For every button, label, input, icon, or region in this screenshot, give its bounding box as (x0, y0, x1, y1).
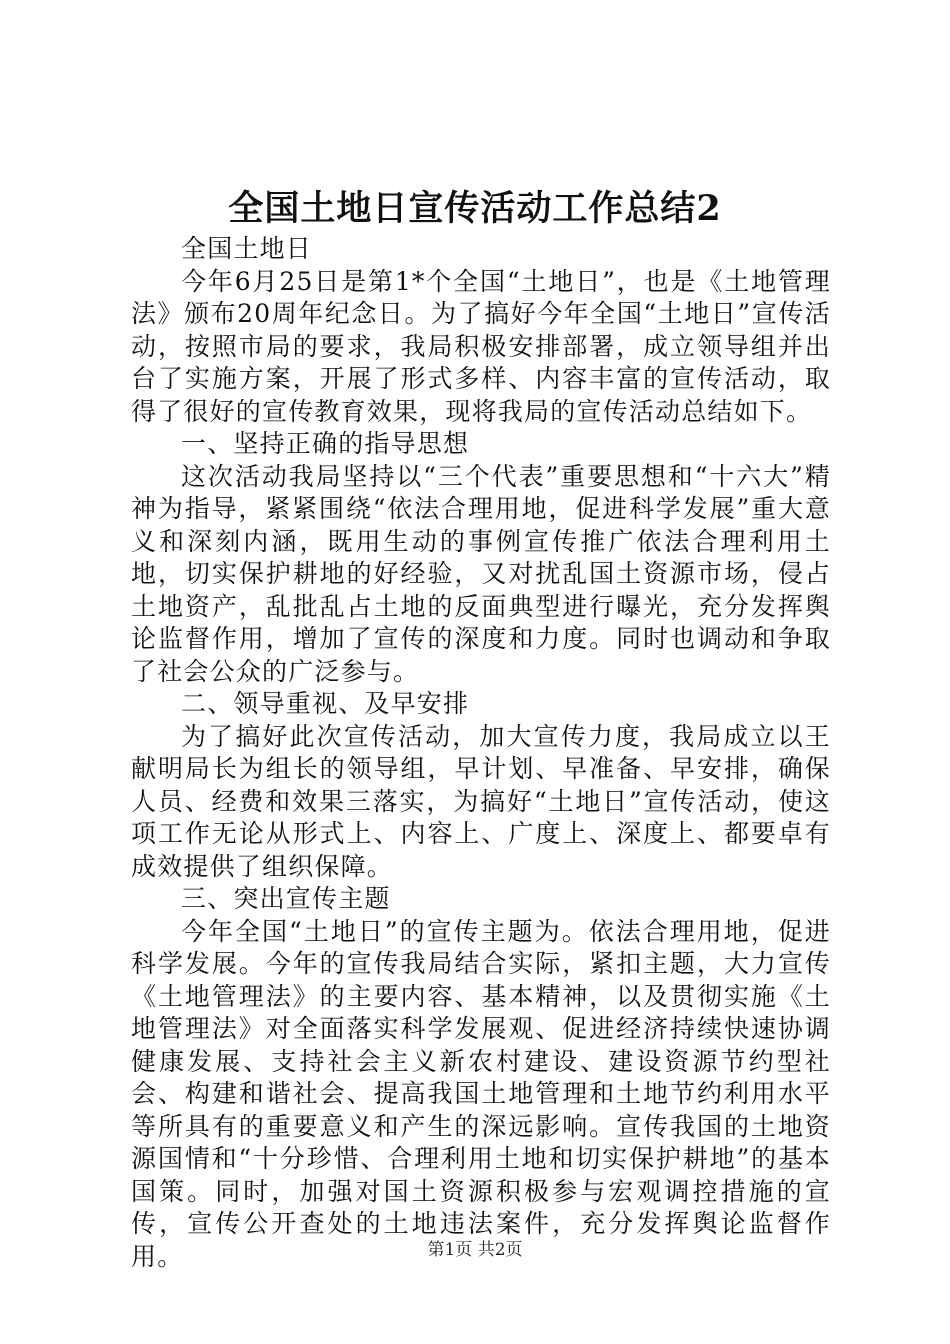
section-heading-3: 三、突出宣传主题 (181, 884, 391, 913)
section-heading-1: 一、坚持正确的指导思想 (181, 429, 470, 458)
intro-paragraph: 今年6月25日是第1*个全国“土地日”，也是《土地管理法》颁布20周年纪念日。为了搞好今年全国“土地日”宣传活动，按照市局的要求，我局积极安排部署，成立领导组并出台了实施方案，开展了形式多样、内容丰富的宣传活动，取得了很好的宣传教育效果，现将我局的宣传活动总结如下。 (131, 266, 831, 426)
section-3-paragraph: 今年全国“土地日”的宣传主题为。依法合理用地，促进科学发展。今年的宣传我局结合实际，紧扣主题，大力宣传《土地管理法》的主要内容、基本精神，以及贯彻实施《土地管理法》对全面落实科学发展观、促进经济持续快速协调健康发展、支持社会主义新农村建设、建设资源节约型社会、构建和谐社会、提高我国土地管理和土地节约利用水平等所具有的重要意义和产生的深远影响。宣传我国的土地资源国情和“十分珍惜、合理利用土地和切实保护耕地”的基本国策。同时，加强对国土资源积极参与宏观调控措施的宣传，宣传公开查处的土地违法案件，充分发挥舆论监督作用。 (131, 916, 831, 1271)
section-1-paragraph: 这次活动我局坚持以“三个代表”重要思想和“十六大”精神为指导，紧紧围绕“依法合理用地，促进科学发展”重大意义和深刻内涵，既用生动的事例宣传推广依法合理利用土地，切实保护耕地的好经验，又对扰乱国土资源市场，侵占土地资产，乱批乱占土地的反面典型进行曝光，充分发挥舆论监督作用，增加了宣传的深度和力度。同时也调动和争取了社会公众的广泛参与。 (131, 461, 831, 686)
section-label: 全国土地日 (181, 234, 313, 263)
document-title: 全国土地日宣传活动工作总结2 (228, 188, 722, 229)
section-2-paragraph: 为了搞好此次宣传活动，加大宣传力度，我局成立以王献明局长为组长的领导组，早计划、早准备、早安排，确保人员、经费和效果三落实，为搞好“土地日”宣传活动，使这项工作无论从形式上、内容上、广度上、深度上、都要卓有成效提供了组织保障。 (131, 721, 831, 881)
page-footer: 第1页 共2页 (427, 1240, 523, 1260)
document-body (131, 233, 831, 1273)
section-heading-2: 二、领导重视、及早安排 (181, 689, 470, 718)
